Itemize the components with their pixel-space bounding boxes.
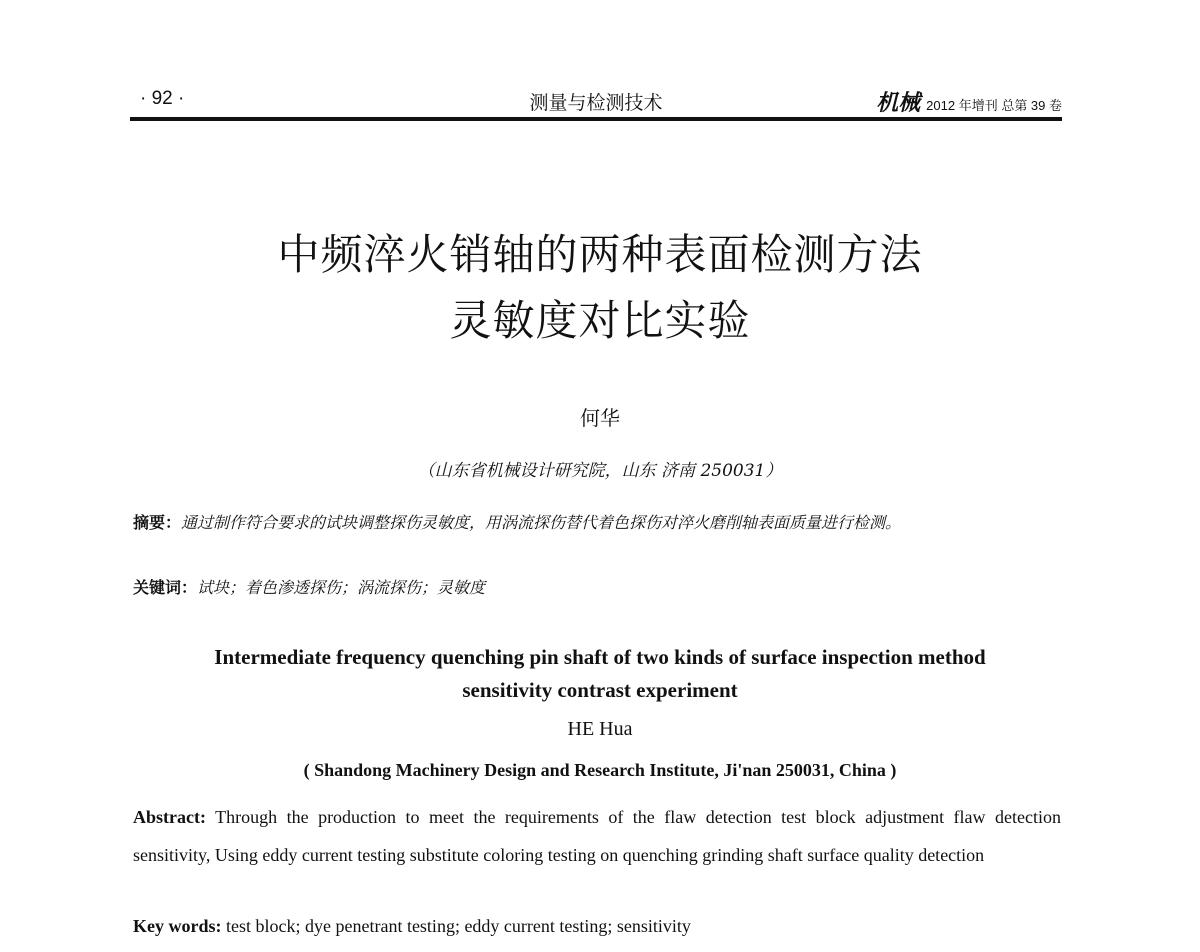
title-cn (0, 222, 1200, 354)
section-name: 测量与检测技术 (529, 93, 663, 114)
author-cn: 何华 (580, 406, 620, 430)
header-rule (130, 117, 1062, 121)
author-en: HE Hua (567, 718, 633, 740)
title-en-line-1: Intermediate frequency quenching pin shaft of two kinds of surface inspection method (214, 645, 986, 669)
keywords-en-label: Key words: (133, 916, 222, 936)
journal-issue: 2012 年增刊 总第 39 卷 (926, 98, 1062, 113)
keywords-en-text: test block; dye penetrant testing; eddy current testing; sensitivity (226, 916, 691, 936)
title-en (0, 641, 1200, 707)
page-number: · 92 · (140, 88, 185, 109)
journal-name: 机械 (876, 90, 921, 116)
running-header (130, 82, 1062, 116)
abstract-en-text: Through the production to meet the requirements of the flaw detection test block adjustment flaw detection sensitivity, Using eddy current testing substitute coloring testing on quenching grinding shaft surface quality detection (133, 807, 1061, 865)
keywords-en (133, 912, 1061, 940)
abstract-en-label: Abstract: (133, 807, 206, 827)
abstract-cn-label: 摘要： (133, 513, 182, 532)
affiliation-cn: （山东省机械设计研究院，山东 济南 250031） (417, 461, 783, 481)
title-en-line-2: sensitivity contrast experiment (462, 678, 738, 702)
keywords-cn-label: 关键词： (133, 578, 198, 597)
affiliation-en: ( Shandong Machinery Design and Research Institute, Ji'nan 250031, China ) (303, 760, 897, 780)
title-cn-line-2: 灵敏度对比实验 (449, 296, 751, 345)
keywords-cn-text: 试块；着色渗透探伤；涡流探伤；灵敏度 (197, 578, 486, 597)
abstract-cn-text: 通过制作符合要求的试块调整探伤灵敏度，用涡流探伤替代着色探伤对淬火磨削轴表面质量进行检测。 (181, 513, 902, 532)
journal-info (876, 86, 1062, 117)
abstract-cn (133, 506, 1063, 539)
keywords-cn (133, 574, 1063, 602)
title-cn-line-1: 中频淬火销轴的两种表面检测方法 (277, 230, 923, 279)
abstract-en (133, 798, 1061, 874)
